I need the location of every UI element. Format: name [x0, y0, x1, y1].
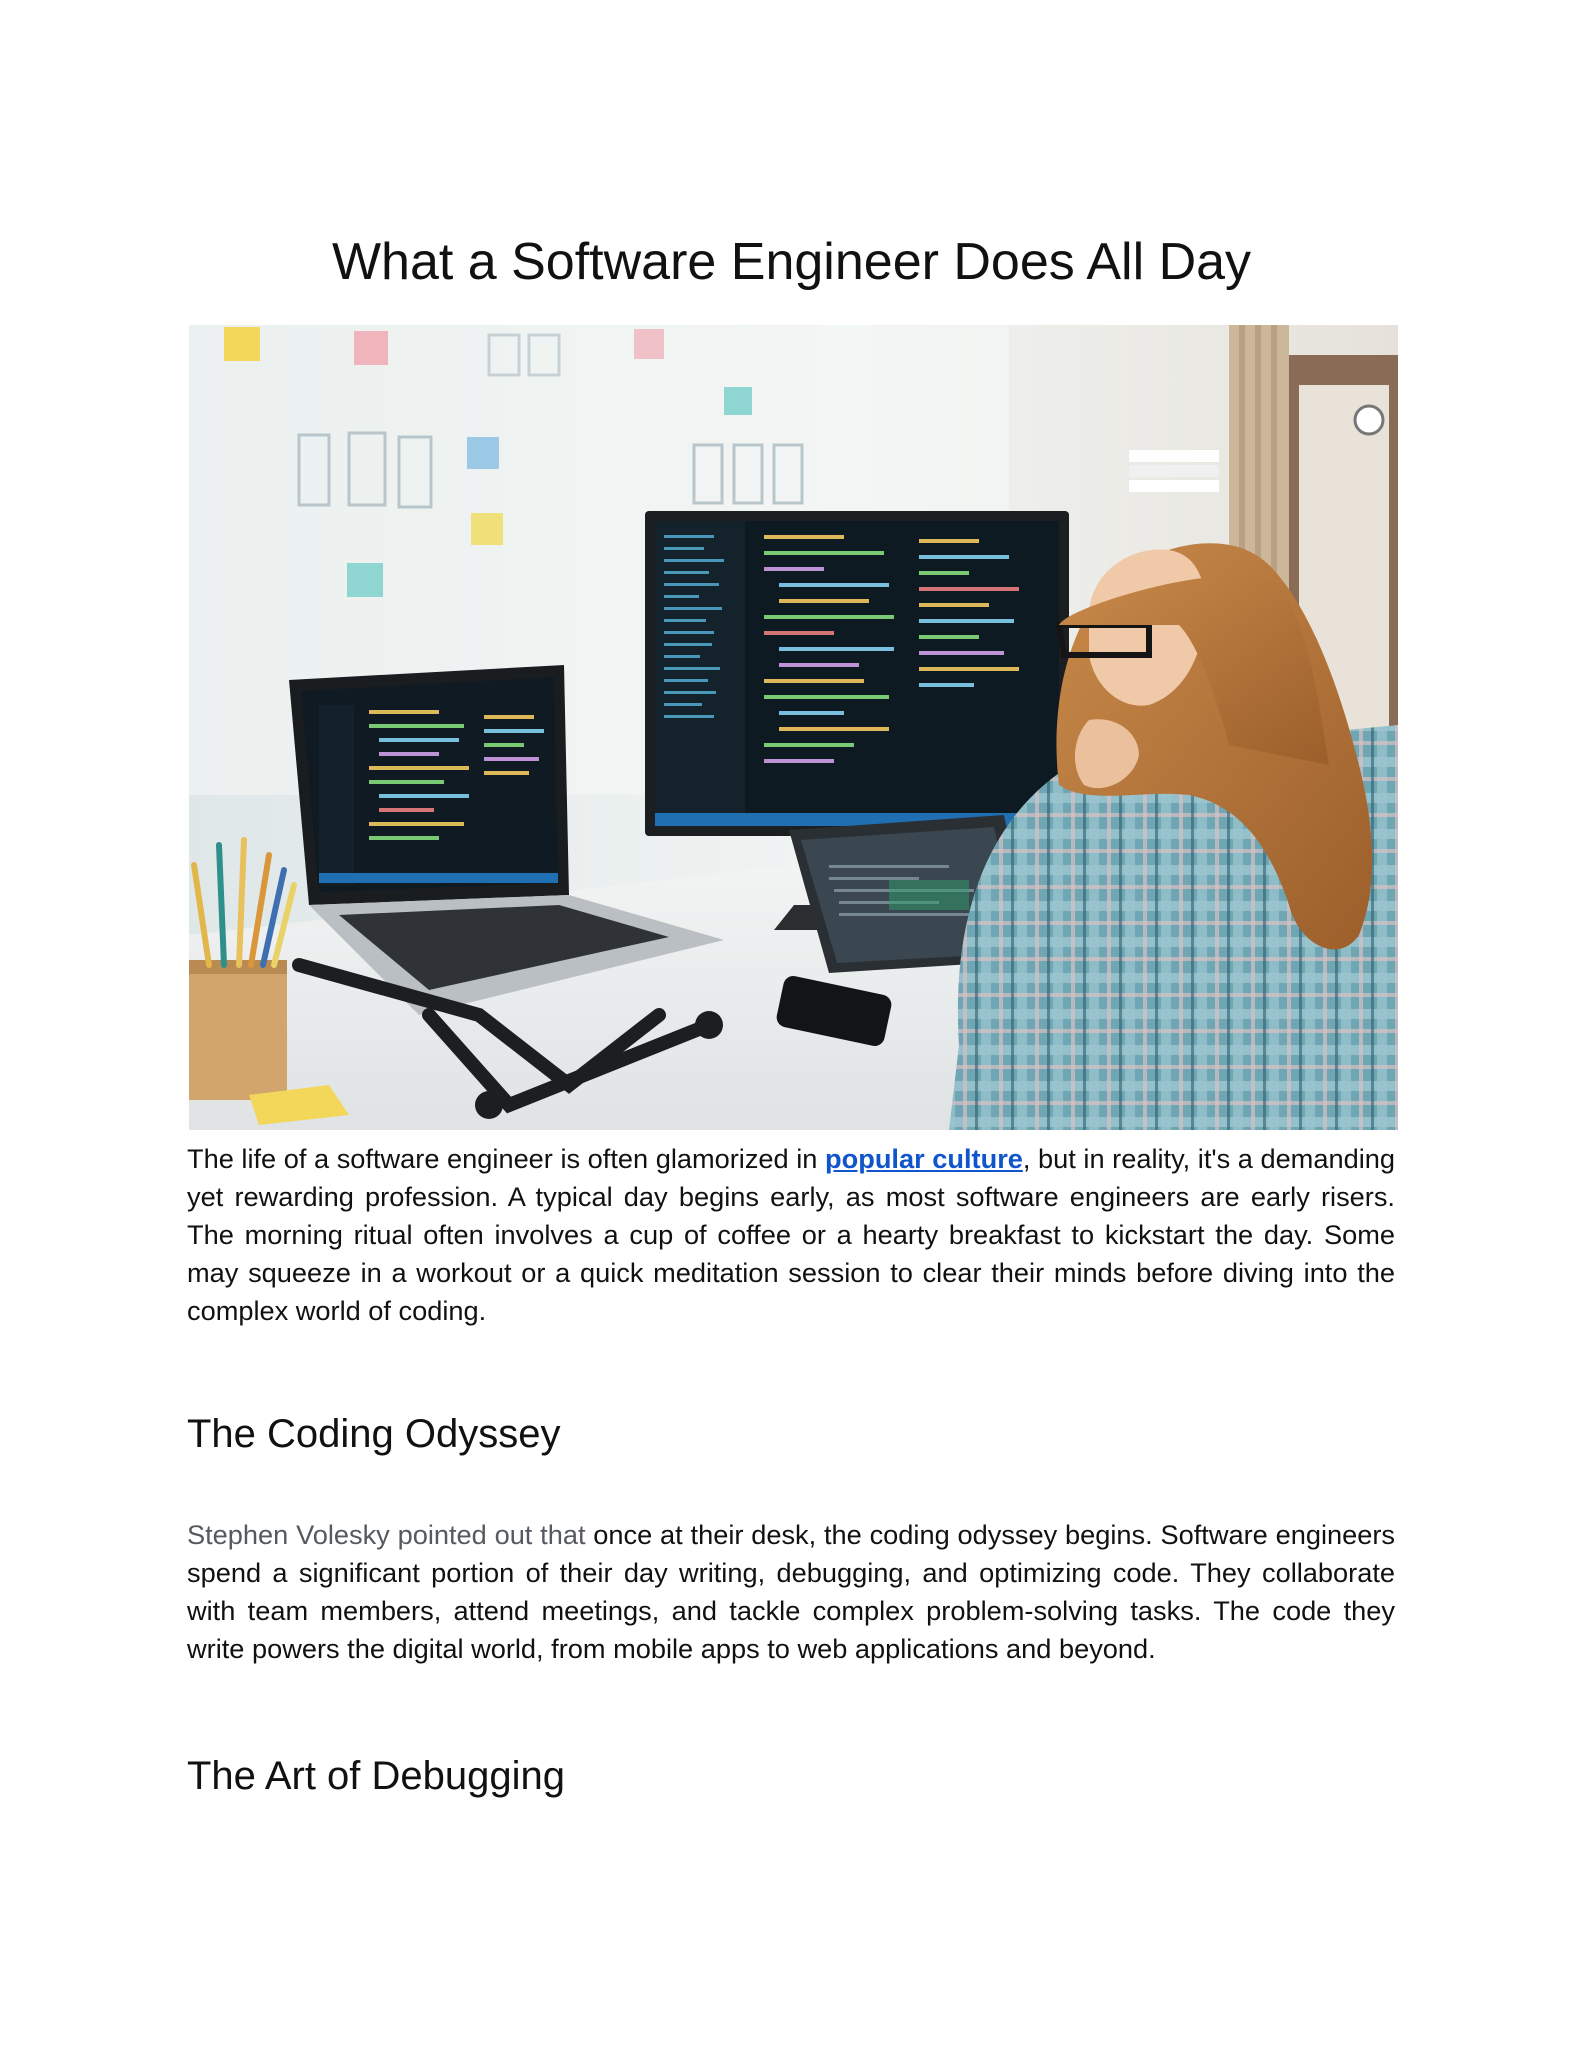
intro-text-before-link: The life of a software engineer is often glamorized in — [187, 1143, 825, 1174]
attribution-text: Stephen Volesky pointed out that — [187, 1519, 586, 1550]
intro-text-after-link: , but in reality, it's a demanding yet rewarding profession. A typical day begins early, as most software engineers are early risers. The morning ritual often involves a cup of coffee or a hearty breakfast to kickstart the day. Some may squeeze in a workout or a quick meditation session to clear their minds before diving into the complex world of coding. — [187, 1143, 1395, 1326]
page-title: What a Software Engineer Does All Day — [331, 233, 1252, 291]
coding-odyssey-body: once at their desk, the coding odyssey begins. Software engineers spend a significant portion of their day writing, debugging, and optimizing code. They collaborate with team members, attend meetings, and tackle complex problem-solving tasks. The code they write powers the digital world, from mobile apps to web applications and beyond. — [187, 1519, 1395, 1664]
coding-odyssey-paragraph — [187, 1516, 1395, 1668]
popular-culture-link[interactable]: popular culture — [825, 1143, 1023, 1174]
section-heading-art-of-debugging: The Art of Debugging — [187, 1754, 566, 1798]
hero-image — [189, 325, 1398, 1130]
intro-paragraph — [187, 1140, 1395, 1330]
section-heading-coding-odyssey: The Coding Odyssey — [187, 1412, 561, 1456]
